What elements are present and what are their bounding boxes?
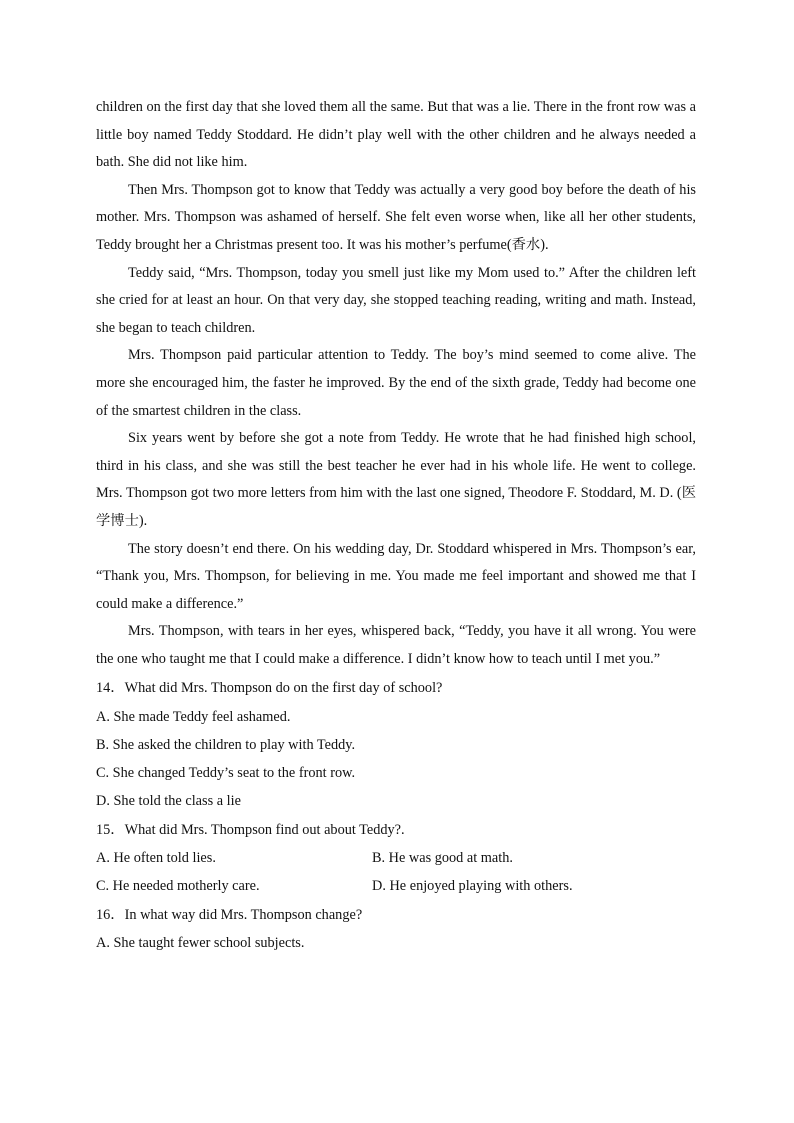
option-b: B. She asked the children to play with Teddy. xyxy=(96,736,356,753)
option-d: D. She told the class a lie xyxy=(96,792,241,809)
passage-paragraph-5: Six years went by before she got a note from Teddy. He wrote that he had finished high school, third in his class, and she was still the best teacher he ever had in his whole life. He went to college. Mrs. Thompson got two more letters from him with the last one signed, Theodore F. Stoddard, M. D. (医学博士). xyxy=(96,430,696,529)
option-c: C. She changed Teddy’s seat to the front row. xyxy=(96,764,356,781)
option-a: A. She taught fewer school subjects. xyxy=(96,935,305,952)
option-a: A. She made Teddy feel ashamed. xyxy=(96,708,291,725)
question-stem: 15．What did Mrs. Thompson find out about Teddy?. xyxy=(96,821,405,838)
option-row xyxy=(96,844,696,872)
option-c: C. He needed motherly care. xyxy=(96,878,260,895)
option-d: D. He enjoyed playing with others. xyxy=(372,878,573,895)
option-b: B. He was good at math. xyxy=(372,850,513,867)
option-row xyxy=(96,872,696,900)
question-stem: 16．In what way did Mrs. Thompson change? xyxy=(96,907,363,924)
question-16 xyxy=(96,901,696,957)
passage-paragraph-1: children on the first day that she loved them all the same. But that was a lie. There in the front row was a little boy named Teddy Stoddard. He didn’t play well with the other children and he always needed a bath. She did not like him. xyxy=(96,99,696,171)
question-14 xyxy=(96,674,696,814)
question-stem: 14．What did Mrs. Thompson do on the first day of school? xyxy=(96,680,443,697)
passage-paragraph-3: Teddy said, “Mrs. Thompson, today you smell just like my Mom used to.” After the children left she cried for at least an hour. On that very day, she stopped teaching reading, writing and math. Instead, she began to teach children. xyxy=(96,264,696,336)
option-a: A. He often told lies. xyxy=(96,850,216,867)
document-body xyxy=(96,94,696,957)
passage-paragraph-7: Mrs. Thompson, with tears in her eyes, whispered back, “Teddy, you have it all wrong. You were the one who taught me that I could make a difference. I didn’t know how to teach until I met you.” xyxy=(96,623,696,667)
passage-paragraph-2: Then Mrs. Thompson got to know that Teddy was actually a very good boy before the death of his mother. Mrs. Thompson was ashamed of herself. She felt even worse when, like all her other students, Teddy brought her a Christmas present too. It was his mother’s perfume(香水). xyxy=(96,181,696,253)
passage-paragraph-6: The story doesn’t end there. On his wedding day, Dr. Stoddard whispered in Mrs. Thompson’s ear, “Thank you, Mrs. Thompson, for believing in me. You made me feel important and showed me that I could make a difference.” xyxy=(96,540,696,612)
passage-paragraph-4: Mrs. Thompson paid particular attention to Teddy. The boy’s mind seemed to come alive. The more she encouraged him, the faster he improved. By the end of the sixth grade, Teddy had become one of the smartest children in the class. xyxy=(96,347,696,419)
question-15 xyxy=(96,816,696,900)
